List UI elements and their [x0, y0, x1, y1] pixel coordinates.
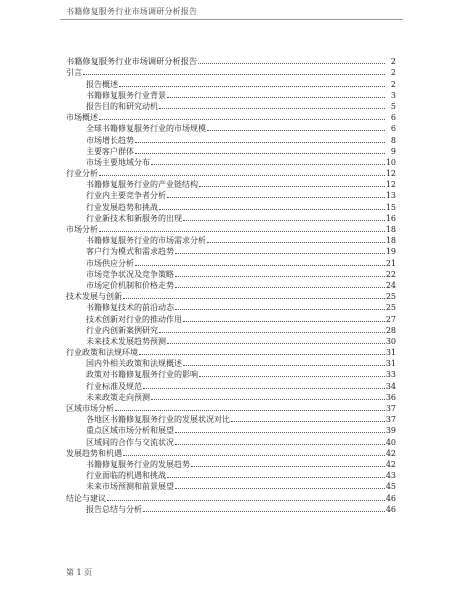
dot-leader [99, 175, 385, 176]
toc-entry-title: 行业分析 [66, 169, 98, 179]
toc-entry[interactable] [66, 89, 396, 100]
toc-entry[interactable] [66, 480, 396, 491]
toc-entry[interactable] [66, 435, 396, 446]
toc-entry-title: 行业面临的机遇和挑战 [86, 471, 166, 481]
toc-entry-title: 客户行为模式和需求趋势 [86, 247, 174, 257]
toc-entry-page: 21 [385, 258, 396, 268]
toc-entry-title: 政策对书籍修复服务行业的影响 [86, 370, 198, 380]
toc-entry[interactable] [66, 200, 396, 211]
toc-entry-page: 3 [390, 90, 396, 100]
toc-entry-page: 12 [385, 169, 396, 179]
toc-entry-title: 引言 [66, 68, 82, 78]
toc-entry[interactable] [66, 491, 396, 502]
toc-entry[interactable] [66, 133, 396, 144]
toc-entry-title: 未来市场预测和前景展望 [86, 482, 174, 492]
toc-entry[interactable] [66, 346, 396, 357]
dot-leader [183, 220, 385, 221]
toc-entry[interactable] [66, 268, 396, 279]
toc-entry[interactable] [66, 503, 396, 514]
dot-leader [175, 432, 385, 433]
toc-entry[interactable] [66, 223, 396, 234]
toc-entry[interactable] [66, 458, 396, 469]
toc-entry[interactable] [66, 234, 396, 245]
toc-entry[interactable] [66, 290, 396, 301]
dot-leader [143, 388, 385, 389]
toc-entry[interactable] [66, 391, 396, 402]
dot-leader [199, 376, 385, 377]
toc-entry-page: 9 [390, 146, 396, 156]
toc-entry-page: 16 [385, 213, 396, 223]
toc-entry[interactable] [66, 100, 396, 111]
dot-leader [167, 343, 385, 344]
dot-leader [175, 444, 385, 445]
toc-entry-page: 27 [385, 314, 396, 324]
toc-entry-title: 书籍修复服务行业的市场需求分析 [86, 236, 206, 246]
toc-entry[interactable] [66, 402, 396, 413]
toc-entry-title: 行业内创新案例研究 [86, 325, 158, 335]
toc-entry-title: 主要客户群体 [86, 146, 134, 156]
toc-entry-title: 书籍修复技术的前沿动态 [86, 303, 174, 313]
toc-entry[interactable] [66, 379, 396, 390]
dot-leader [151, 399, 385, 400]
dot-leader [99, 231, 385, 232]
toc-entry-page: 46 [385, 504, 396, 514]
toc-entry[interactable] [66, 156, 396, 167]
toc-entry-page: 42 [385, 448, 396, 458]
dot-leader [115, 410, 385, 411]
toc-entry-page: 8 [390, 135, 396, 145]
toc-entry-page: 5 [390, 101, 396, 111]
toc-entry[interactable] [66, 245, 396, 256]
toc-entry-page: 18 [385, 236, 396, 246]
toc-entry-page: 30 [385, 336, 396, 346]
dot-leader [135, 153, 385, 154]
toc-entry-page: 25 [385, 303, 396, 313]
toc-entry-page: 39 [385, 426, 396, 436]
toc-entry-title: 市场概述 [66, 113, 98, 123]
dot-leader [135, 142, 385, 143]
toc-entry[interactable] [66, 77, 396, 88]
dot-leader [175, 253, 385, 254]
toc-entry-page: 46 [385, 493, 396, 503]
toc-entry-title: 未来技术发展趋势预测 [86, 336, 166, 346]
toc-entry[interactable] [66, 424, 396, 435]
toc-entry-title: 重点区域市场分析和展望 [86, 426, 174, 436]
toc-entry-page: 12 [385, 180, 396, 190]
toc-entry-page: 24 [385, 280, 396, 290]
toc-entry-title: 行业新技术和新服务的出现 [86, 213, 182, 223]
toc-entry-title: 全球书籍修复服务行业的市场规模 [86, 124, 206, 134]
dot-leader [123, 298, 385, 299]
toc-entry-title: 书籍修复服务行业市场调研分析报告 [66, 56, 198, 67]
toc-entry-page: 6 [390, 113, 396, 123]
toc-entry-page: 42 [385, 459, 396, 469]
dot-leader [119, 86, 385, 87]
toc-entry-title: 行业标准及规范 [86, 381, 142, 391]
toc-entry-page: 19 [385, 247, 396, 257]
dot-leader [167, 197, 385, 198]
toc-entry-title: 发展趋势和机遇 [66, 448, 122, 458]
dot-leader [198, 63, 385, 64]
dot-leader [107, 500, 385, 501]
toc-entry-title: 技术创新对行业的推动作用 [86, 314, 182, 324]
toc-entry-title: 市场竞争状况及竞争策略 [86, 269, 174, 279]
toc-entry-page: 31 [385, 348, 396, 358]
dot-leader [159, 332, 385, 333]
toc-entry-page: 34 [385, 381, 396, 391]
toc-entry[interactable] [66, 469, 396, 480]
dot-leader [139, 354, 385, 355]
toc-entry-title: 书籍修复服务行业的产业链结构 [86, 180, 198, 190]
toc-entry[interactable] [66, 447, 396, 458]
toc-entry[interactable] [66, 368, 396, 379]
toc-entry-page: 40 [385, 437, 396, 447]
toc-entry-page: 36 [385, 392, 396, 402]
dot-leader [175, 287, 385, 288]
toc-entry[interactable] [66, 145, 396, 156]
toc-entry[interactable] [66, 324, 396, 335]
toc-entry-title: 国内外相关政策和法规概述 [86, 359, 182, 369]
toc-entry-page: 2 [390, 79, 396, 89]
running-header: 书籍修复服务行业市场调研分析报告 [66, 7, 198, 16]
dot-leader [151, 164, 385, 165]
toc-entry-page: 2 [390, 56, 396, 67]
toc-entry-title: 市场供应分析 [86, 258, 134, 268]
toc-entry-page: 43 [385, 471, 396, 481]
toc-entry-title: 行业内主要竞争者分析 [86, 191, 166, 201]
dot-leader [191, 466, 385, 467]
dot-leader [175, 276, 385, 277]
dot-leader [99, 119, 385, 120]
toc-entry[interactable] [66, 122, 396, 133]
dot-leader [183, 321, 385, 322]
dot-leader [207, 130, 385, 131]
toc-entry[interactable] [66, 301, 396, 312]
toc-entry-page: 15 [385, 202, 396, 212]
dot-leader [207, 242, 385, 243]
dot-leader [159, 209, 385, 210]
dot-leader [159, 108, 385, 109]
toc-entry[interactable] [66, 413, 396, 424]
table-of-contents [66, 55, 396, 514]
toc-entry-title: 报告总结与分析 [86, 504, 142, 514]
toc-entry-title: 市场定价机制和价格走势 [86, 280, 174, 290]
toc-entry-title: 区域市场分析 [66, 404, 114, 413]
toc-entry-page: 10 [385, 157, 396, 167]
dot-leader [199, 186, 385, 187]
toc-entry[interactable] [66, 66, 396, 77]
toc-entry[interactable] [66, 111, 396, 122]
toc-entry[interactable] [66, 189, 396, 200]
toc-entry[interactable] [66, 279, 396, 290]
toc-entry-page: 25 [385, 292, 396, 302]
dot-leader [123, 455, 385, 456]
toc-entry-title: 结论与建议 [66, 493, 106, 503]
toc-entry-title: 报告目的和研究动机 [86, 101, 158, 111]
toc-entry-page: 33 [385, 370, 396, 380]
toc-entry-title: 各地区书籍修复服务行业的发展状况对比 [86, 415, 230, 425]
toc-entry-title: 市场增长趋势 [86, 135, 134, 145]
toc-entry-page: 45 [385, 482, 396, 492]
dot-leader [183, 365, 385, 366]
toc-entry[interactable] [66, 312, 396, 323]
toc-entry[interactable] [66, 55, 396, 66]
dot-leader [167, 477, 385, 478]
dot-leader [175, 309, 385, 310]
dot-leader [135, 265, 385, 266]
toc-entry-page: 37 [385, 415, 396, 425]
toc-entry[interactable] [66, 357, 396, 368]
toc-entry[interactable] [66, 256, 396, 267]
page-number: 第 1 页 [66, 568, 93, 577]
toc-entry-title: 技术发展与创新 [66, 292, 122, 302]
toc-entry-title: 书籍修复服务行业背景 [86, 90, 166, 100]
dot-leader [143, 511, 385, 512]
toc-entry-title: 行业发展趋势和挑战 [86, 202, 158, 212]
toc-entry-title: 市场分析 [66, 225, 98, 234]
toc-entry[interactable] [66, 178, 396, 189]
dot-leader [167, 97, 385, 98]
dot-leader [83, 74, 385, 75]
toc-entry-title: 书籍修复服务行业的发展趋势 [86, 459, 190, 469]
toc-entry-page: 22 [385, 269, 396, 279]
toc-entry-page: 13 [385, 191, 396, 201]
dot-leader [175, 488, 385, 489]
toc-entry-page: 6 [390, 124, 396, 134]
toc-entry-title: 市场主要地域分布 [86, 157, 150, 167]
header-divider [60, 19, 403, 20]
toc-entry[interactable] [66, 167, 396, 178]
toc-entry-page: 31 [385, 359, 396, 369]
toc-entry-title: 报告概述 [86, 79, 118, 89]
dot-leader [231, 421, 385, 422]
toc-entry-page: 28 [385, 325, 396, 335]
toc-entry-title: 未来政策走向预测 [86, 392, 150, 402]
toc-entry-page: 18 [385, 225, 396, 234]
toc-entry[interactable] [66, 212, 396, 223]
toc-entry[interactable] [66, 335, 396, 346]
toc-entry-title: 区域间的合作与交流状况 [86, 437, 174, 447]
toc-entry-page: 37 [385, 404, 396, 413]
toc-entry-page: 2 [390, 68, 396, 78]
toc-entry-title: 行业政策和法规环境 [66, 348, 138, 358]
